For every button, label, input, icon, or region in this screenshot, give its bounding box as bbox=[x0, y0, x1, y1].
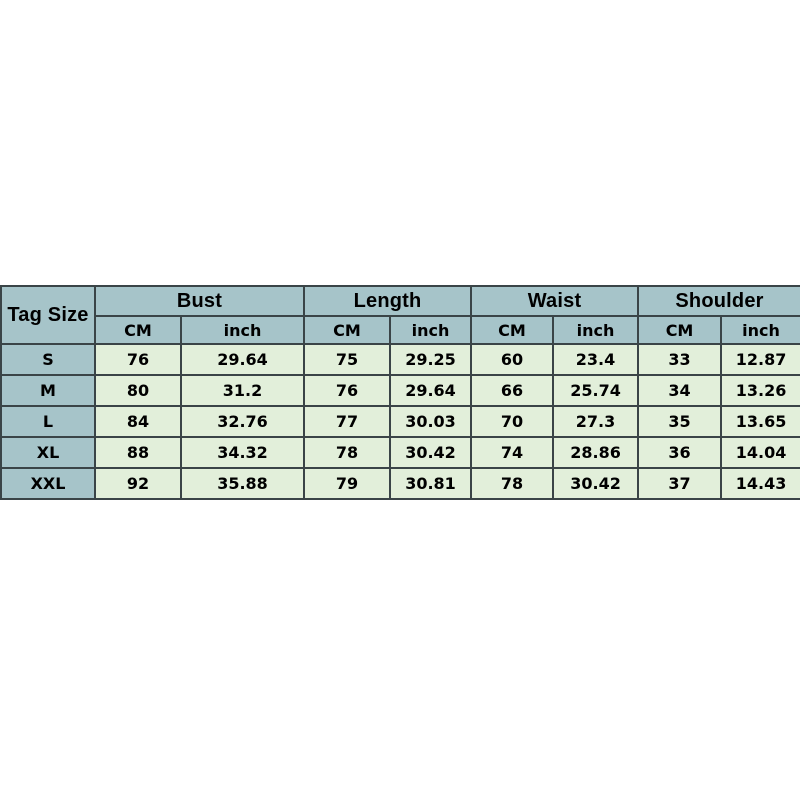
value-cell: 35.88 bbox=[181, 468, 304, 499]
size-cell: XL bbox=[1, 437, 95, 468]
size-row-l bbox=[1, 406, 800, 437]
size-chart-table bbox=[0, 285, 800, 500]
value-cell: 76 bbox=[95, 344, 181, 375]
size-cell: L bbox=[1, 406, 95, 437]
value-cell: 75 bbox=[304, 344, 390, 375]
value-cell: 29.64 bbox=[181, 344, 304, 375]
value-cell: 84 bbox=[95, 406, 181, 437]
unit-header-length-inch: inch bbox=[390, 316, 471, 344]
value-cell: 30.42 bbox=[390, 437, 471, 468]
value-cell: 66 bbox=[471, 375, 553, 406]
value-cell: 33 bbox=[638, 344, 721, 375]
value-cell: 29.25 bbox=[390, 344, 471, 375]
value-cell: 28.86 bbox=[553, 437, 638, 468]
value-cell: 31.2 bbox=[181, 375, 304, 406]
value-cell: 76 bbox=[304, 375, 390, 406]
value-cell: 12.87 bbox=[721, 344, 800, 375]
value-cell: 78 bbox=[304, 437, 390, 468]
unit-header-length-cm: CM bbox=[304, 316, 390, 344]
unit-header-waist-inch: inch bbox=[553, 316, 638, 344]
size-cell: M bbox=[1, 375, 95, 406]
value-cell: 79 bbox=[304, 468, 390, 499]
unit-header-shoulder-cm: CM bbox=[638, 316, 721, 344]
size-row-m bbox=[1, 375, 800, 406]
corner-header-tag-size: Tag Size bbox=[1, 286, 95, 344]
value-cell: 36 bbox=[638, 437, 721, 468]
size-row-xl bbox=[1, 437, 800, 468]
unit-header-shoulder-inch: inch bbox=[721, 316, 800, 344]
value-cell: 30.81 bbox=[390, 468, 471, 499]
group-header-shoulder: Shoulder bbox=[638, 286, 800, 316]
value-cell: 25.74 bbox=[553, 375, 638, 406]
unit-header-bust-inch: inch bbox=[181, 316, 304, 344]
value-cell: 88 bbox=[95, 437, 181, 468]
value-cell: 37 bbox=[638, 468, 721, 499]
size-row-xxl bbox=[1, 468, 800, 499]
value-cell: 30.42 bbox=[553, 468, 638, 499]
value-cell: 23.4 bbox=[553, 344, 638, 375]
group-header-row bbox=[1, 286, 800, 316]
value-cell: 34.32 bbox=[181, 437, 304, 468]
size-row-s bbox=[1, 344, 800, 375]
value-cell: 13.65 bbox=[721, 406, 800, 437]
value-cell: 60 bbox=[471, 344, 553, 375]
unit-header-row bbox=[1, 316, 800, 344]
group-header-waist: Waist bbox=[471, 286, 638, 316]
value-cell: 80 bbox=[95, 375, 181, 406]
value-cell: 34 bbox=[638, 375, 721, 406]
value-cell: 77 bbox=[304, 406, 390, 437]
group-header-length: Length bbox=[304, 286, 471, 316]
value-cell: 13.26 bbox=[721, 375, 800, 406]
value-cell: 30.03 bbox=[390, 406, 471, 437]
value-cell: 14.04 bbox=[721, 437, 800, 468]
value-cell: 14.43 bbox=[721, 468, 800, 499]
size-cell: XXL bbox=[1, 468, 95, 499]
value-cell: 92 bbox=[95, 468, 181, 499]
unit-header-waist-cm: CM bbox=[471, 316, 553, 344]
value-cell: 27.3 bbox=[553, 406, 638, 437]
value-cell: 32.76 bbox=[181, 406, 304, 437]
value-cell: 74 bbox=[471, 437, 553, 468]
value-cell: 70 bbox=[471, 406, 553, 437]
size-cell: S bbox=[1, 344, 95, 375]
value-cell: 78 bbox=[471, 468, 553, 499]
value-cell: 29.64 bbox=[390, 375, 471, 406]
group-header-bust: Bust bbox=[95, 286, 304, 316]
unit-header-bust-cm: CM bbox=[95, 316, 181, 344]
value-cell: 35 bbox=[638, 406, 721, 437]
